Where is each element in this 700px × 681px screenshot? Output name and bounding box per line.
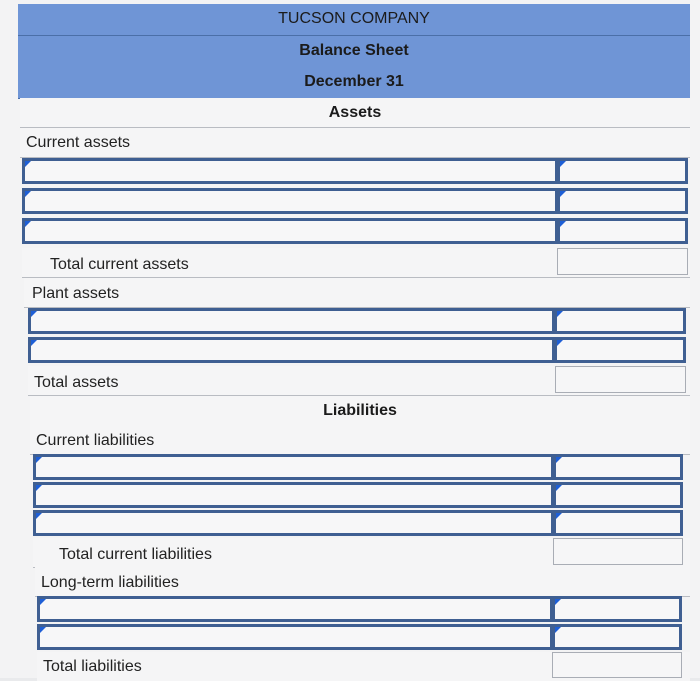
total-current-liabilities-amount[interactable]	[553, 538, 683, 565]
dropdown-marker-icon	[40, 599, 46, 605]
current-asset-account-select-1[interactable]	[22, 158, 558, 184]
dropdown-marker-icon	[555, 627, 561, 633]
dropdown-marker-icon	[560, 191, 566, 197]
dropdown-marker-icon	[557, 340, 563, 346]
header-date-row	[18, 67, 690, 99]
dropdown-marker-icon	[36, 457, 42, 463]
current-assets-label: Current assets	[26, 134, 131, 151]
plant-assets-row	[24, 278, 690, 308]
plant-asset-account-select-1[interactable]	[28, 308, 555, 334]
current-asset-account-select-3[interactable]	[22, 218, 558, 244]
liabilities-title: Liabilities	[323, 402, 397, 419]
current-liability-amount-input-1[interactable]	[553, 454, 683, 480]
statement-title: Balance Sheet	[299, 42, 409, 59]
plant-asset-account-select-2[interactable]	[28, 337, 555, 363]
dropdown-marker-icon	[555, 599, 561, 605]
dropdown-marker-icon	[557, 311, 563, 317]
dropdown-marker-icon	[556, 485, 562, 491]
current-asset-amount-input-3[interactable]	[557, 218, 688, 244]
dropdown-marker-icon	[25, 161, 31, 167]
long-term-liability-account-select-1[interactable]	[37, 596, 553, 622]
current-liability-amount-input-3[interactable]	[553, 510, 683, 536]
current-assets-row	[20, 128, 690, 158]
current-liabilities-row	[30, 425, 690, 455]
total-current-assets-amount[interactable]	[557, 248, 688, 275]
dropdown-marker-icon	[25, 191, 31, 197]
plant-asset-amount-input-1[interactable]	[554, 308, 686, 334]
long-term-liabilities-row	[35, 567, 690, 597]
dropdown-marker-icon	[40, 627, 46, 633]
current-liability-account-select-1[interactable]	[33, 454, 554, 480]
header-company-row	[18, 4, 690, 36]
total-assets-label: Total assets	[34, 374, 119, 391]
total-current-liabilities-label: Total current liabilities	[59, 546, 212, 563]
header-statement-row	[18, 36, 690, 68]
current-asset-amount-input-1[interactable]	[557, 158, 688, 184]
long-term-liability-account-select-2[interactable]	[37, 624, 553, 650]
dropdown-marker-icon	[25, 221, 31, 227]
dropdown-marker-icon	[560, 161, 566, 167]
dropdown-marker-icon	[556, 457, 562, 463]
dropdown-marker-icon	[36, 485, 42, 491]
liabilities-title-row	[30, 396, 690, 426]
plant-asset-amount-input-2[interactable]	[554, 337, 686, 363]
current-liabilities-label: Current liabilities	[36, 432, 155, 449]
dropdown-marker-icon	[31, 340, 37, 346]
plant-assets-label: Plant assets	[32, 285, 120, 302]
total-liabilities-label: Total liabilities	[43, 658, 142, 675]
current-liability-account-select-3[interactable]	[33, 510, 554, 536]
assets-title-row	[20, 98, 690, 128]
total-assets-amount[interactable]	[555, 366, 686, 393]
company-name: TUCSON COMPANY	[278, 10, 430, 27]
dropdown-marker-icon	[560, 221, 566, 227]
current-asset-account-select-2[interactable]	[22, 188, 558, 214]
current-liability-account-select-2[interactable]	[33, 482, 554, 508]
long-term-liability-amount-input-1[interactable]	[552, 596, 682, 622]
current-liability-amount-input-2[interactable]	[553, 482, 683, 508]
long-term-liabilities-label: Long-term liabilities	[41, 574, 179, 591]
total-current-assets-label: Total current assets	[50, 256, 189, 273]
total-liabilities-amount[interactable]	[552, 652, 682, 678]
dropdown-marker-icon	[31, 311, 37, 317]
long-term-liability-amount-input-2[interactable]	[552, 624, 682, 650]
assets-title: Assets	[328, 104, 382, 121]
dropdown-marker-icon	[556, 513, 562, 519]
statement-date: December 31	[304, 73, 404, 90]
dropdown-marker-icon	[36, 513, 42, 519]
current-asset-amount-input-2[interactable]	[557, 188, 688, 214]
